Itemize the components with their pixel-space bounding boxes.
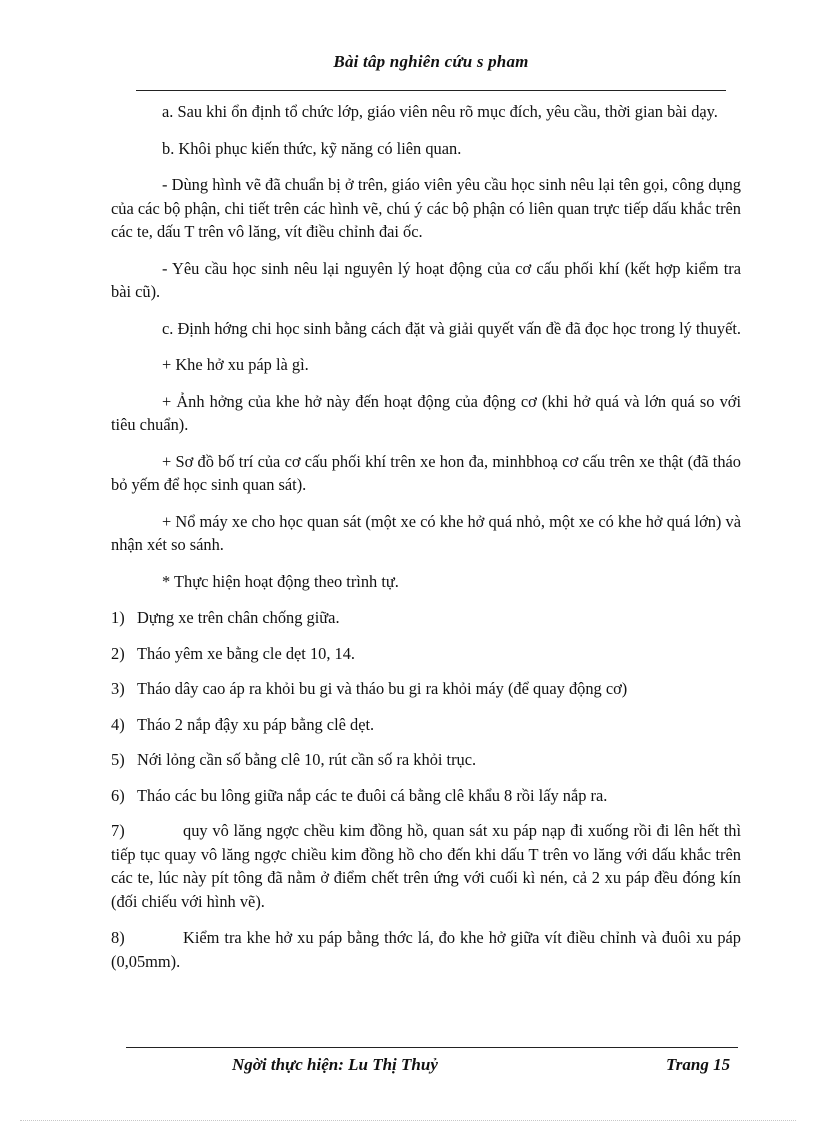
document-body [111,100,741,986]
paragraph-a: a. Sau khi ổn định tổ chức lớp, giáo viên nêu rõ mục đích, yêu cầu, thời gian bài dạy. [162,102,718,121]
step-item [111,606,741,630]
step-number: 3) [111,679,125,698]
paragraph-c-item-4: + Nổ máy xe cho học quan sát (một xe có khe hở quá nhỏ, một xe có khe hở quá lớn) và nhận xét so sánh. [111,511,741,554]
paragraph-c-item-1: + Khe hở xu páp là gì. [162,355,309,374]
header-divider [136,90,726,91]
footer-page-number: Trang 15 [666,1055,731,1074]
footer-author: Ngời thực hiện: Lu Thị Thuỷ [232,1055,438,1074]
step-number: 2) [111,643,125,663]
step-item [111,642,741,666]
paragraph-c: c. Định hớng chi học sinh bằng cách đặt và giải quyết vấn đề đã đọc học trong lý thuyết. [162,318,741,338]
step-text: quy vô lăng ngợc chều kim đồng hồ, quan sát xu páp nạp đi xuống rồi đi lên hết thì tiếp tục quay vô lăng ngợc chiều kim đồng hồ cho đến khi dấu T trên vo lăng với dấu khắc trên các te, lúc này pít tông đã nằm ở điểm chết trên ứng với cuối kì nén, cả 2 xu páp đều đóng kín (đối chiếu với hình vẽ). [111,821,741,911]
step-number: 6) [111,785,125,805]
paragraph-c-item-3: + Sơ đồ bố trí của cơ cấu phối khí trên xe hon đa, minhbhoạ cơ cấu trên xe thật (đã tháo bỏ yếm để học sinh quan sát). [111,451,741,494]
step-text: Tháo 2 nắp đậy xu páp bằng clê dẹt. [137,714,375,734]
step-item [111,784,741,808]
step-item [111,926,741,973]
step-item [111,748,741,772]
procedure-heading: * Thực hiện hoạt động theo trình tự. [162,571,399,591]
footer-divider [126,1047,738,1048]
step-text: Tháo yêm xe bằng cle dẹt 10, 14. [137,643,356,663]
step-text: Tháo các bu lông giữa nắp các te đuôi cá bằng clê khẩu 8 rồi lấy nắp ra. [137,785,608,805]
paragraph-b: b. Khôi phục kiến thức, kỹ năng có liên quan. [162,138,462,158]
paragraph-b-item-1: - Dùng hình vẽ đã chuẩn bị ở trên, giáo viên yêu cầu học sinh nêu lại tên gọi, công dụng của các bộ phận, chi tiết trên các hình vẽ, chú ý các bộ phận có liên quan trực tiếp dấu khắc trên các te, dấu T trên vô lăng, vít điều chỉnh đai ốc. [111,175,741,241]
paragraph-c-item-2: + Ảnh hởng của khe hở này đến hoạt động của động cơ (khi hở quá và lớn quá so với tiêu chuẩn). [111,391,741,434]
step-number: 5) [111,750,125,769]
page-header-title: Bài tâp nghiên cứu s pham [333,52,529,71]
step-text: Nới lỏng cần số bằng clê 10, rút cần số ra khỏi trục. [137,750,477,769]
step-text: Kiểm tra khe hở xu páp bằng thớc lá, đo khe hở giữa vít điều chỉnh và đuôi xu páp (0,05mm). [111,928,741,971]
step-text: Dựng xe trên chân chống giữa. [137,608,340,627]
page-bottom-dotted-rule [20,1120,796,1121]
step-item [111,713,741,737]
step-text: Tháo dây cao áp ra khỏi bu gi và tháo bu gi ra khỏi máy (để quay động cơ) [137,679,628,698]
paragraph-b-item-2: - Yêu cầu học sinh nêu lại nguyên lý hoạt động của cơ cấu phối khí (kết hợp kiểm tra bài cũ). [111,258,741,301]
step-item [111,819,741,913]
step-item [111,677,741,701]
step-number: 4) [111,714,125,734]
step-number: 7) [111,821,125,840]
step-number: 8) [111,928,125,947]
step-number: 1) [111,608,125,627]
